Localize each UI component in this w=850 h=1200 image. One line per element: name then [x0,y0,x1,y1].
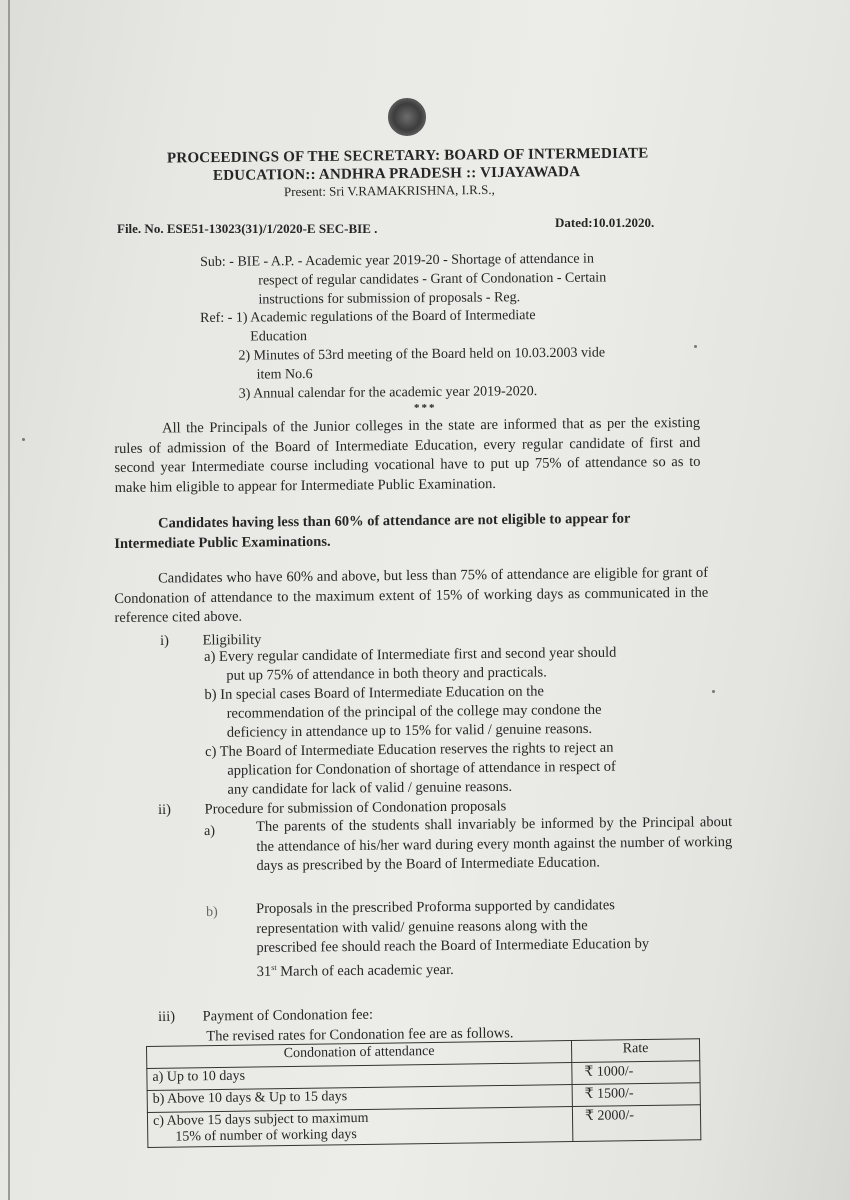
eligibility-item-c: c) The Board of Intermediate Education reserves the rights to reject an [205,739,614,760]
table-row [147,1105,700,1148]
eligibility-item-b: b) In special cases Board of Intermediate Education on the [204,683,544,703]
section-title: Payment of Condonation fee: [202,1006,374,1025]
header-line-1: PROCEEDINGS OF THE SECRETARY: BOARD OF INTERMEDIATE [166,145,649,167]
reference-label: Ref: - [200,310,233,326]
paragraph-attendance-requirement: All the Principals of the Junior colleges in the state are informed that as per the existing rules of admission of the Board of Intermediate Education, every regular candidate of first and second year Intermediate course including vocational have to put up 75% of attendance so as to make him eligible to appear for Intermediate Public Examination. [114,414,701,496]
reference-line: 3) Annual calendar for the academic year 2019-2020. [238,384,538,402]
condition-line: 15% of number of working days [175,1127,357,1145]
eligibility-item-b-cont: deficiency in attendance up to 15% for valid / genuine reasons. [226,720,593,741]
reference-line: item No.6 [256,367,313,383]
section-number: iii) [158,1008,176,1025]
deadline-rest: March of each academic year. [276,962,454,981]
subject-line: BIE - A.P. - Academic year 2019-20 - Shortage of attendance in [237,251,594,270]
condition-cell: b) Above 10 days & Up to 15 days [147,1085,572,1113]
section-title: Eligibility [202,631,262,649]
eligibility-item-c-cont: application for Condonation of shortage of attendance in respect of [227,758,616,779]
procedure-item-b-deadline [257,962,454,980]
payment-intro: The revised rates for Condonation fee are as follows. [206,1024,514,1044]
paragraph-condonation-eligibility: Candidates who have 60% and above, but less than 75% of attendance are eligible for grant of Condonation of attendance to the maximum extent of 15% of working days as communicated in the reference cited above. [114,564,709,626]
subject-line: instructions for submission of proposals - Reg. [258,290,521,308]
section-title: Procedure for submission of Condonation proposals [204,798,507,818]
government-emblem-seal [388,98,426,136]
speck [712,690,715,693]
rate-cell: ₹ 2000/- [572,1105,700,1142]
column-header-rate: Rate [571,1039,699,1063]
section-payment [158,1004,514,1047]
subject-line: respect of regular candidates - Grant of Condonation - Certain [258,270,607,289]
speck [22,438,25,441]
rate-cell: ₹ 1000/- [572,1061,700,1085]
condonation-fee-table [146,1038,701,1148]
paragraph-ineligible [114,509,631,554]
page-edge-shadow [8,0,10,1200]
procedure-item-a-label: a) [204,823,216,839]
dated: Dated:10.01.2020. [555,215,655,230]
procedure-item-b-line: representation with valid/ genuine reasons along with the [256,917,588,937]
paragraph-ineligible-line: Intermediate Public Examinations. [114,533,331,552]
reference-line: 1) Academic regulations of the Board of Intermediate [235,308,536,326]
deadline-ordinal: st [271,963,277,973]
rate-cell: ₹ 1500/- [572,1083,700,1107]
deadline-day: 31 [256,964,272,981]
procedure-item-b-line: Proposals in the prescribed Proforma supported by candidates [256,897,615,917]
column-header-condonation: Condonation of attendance [147,1041,572,1069]
eligibility-item-c-cont: any candidate for lack of valid / genuine reasons. [227,778,513,798]
present-officer: Present: Sri V.RAMAKRISHNA, I.R.S., [283,181,495,200]
reference-line: 2) Minutes of 53rd meeting of the Board held on 10.03.2003 vide [238,345,606,364]
procedure-item-b-line: prescribed fee should reach the Board of Intermediate Education by [256,935,650,956]
subject-block [200,249,606,310]
separator: *** [414,402,437,414]
reference-block [200,305,605,404]
paragraph-ineligible-line: Candidates having less than 60% of attendance are not eligible to appear for [158,510,631,532]
procedure-item-a: The parents of the students shall invariably be informed by the Principal about the attendance of his/her ward during every month against the number of working days as prescribed by the Board of Intermediate Education. [256,814,733,874]
eligibility-item-b-cont: recommendation of the principal of the college may condone the [226,701,602,722]
condition-line: c) Above 15 days subject to maximum [152,1110,369,1129]
section-number: i) [160,632,170,649]
header-line-2: EDUCATION:: ANDHRA PRADESH :: VIJAYAWADA [212,164,581,184]
reference-line: Education [250,329,308,345]
condition-cell [147,1107,572,1148]
section-number: ii) [158,801,172,818]
subject-label: Sub: - [200,254,234,270]
speck [694,345,697,348]
eligibility-item-a: a) Every regular candidate of Intermediate first and second year should [204,644,617,665]
procedure-item-b [256,896,649,983]
eligibility-items [204,644,618,800]
file-number: File. No. ESE51-13023(31)/1/2020-E SEC-BIE . [117,221,378,236]
procedure-item-b-label: b) [206,904,218,920]
eligibility-item-a-cont: put up 75% of attendance in both theory and practicals. [226,664,547,684]
condition-cell: a) Up to 10 days [147,1063,572,1091]
